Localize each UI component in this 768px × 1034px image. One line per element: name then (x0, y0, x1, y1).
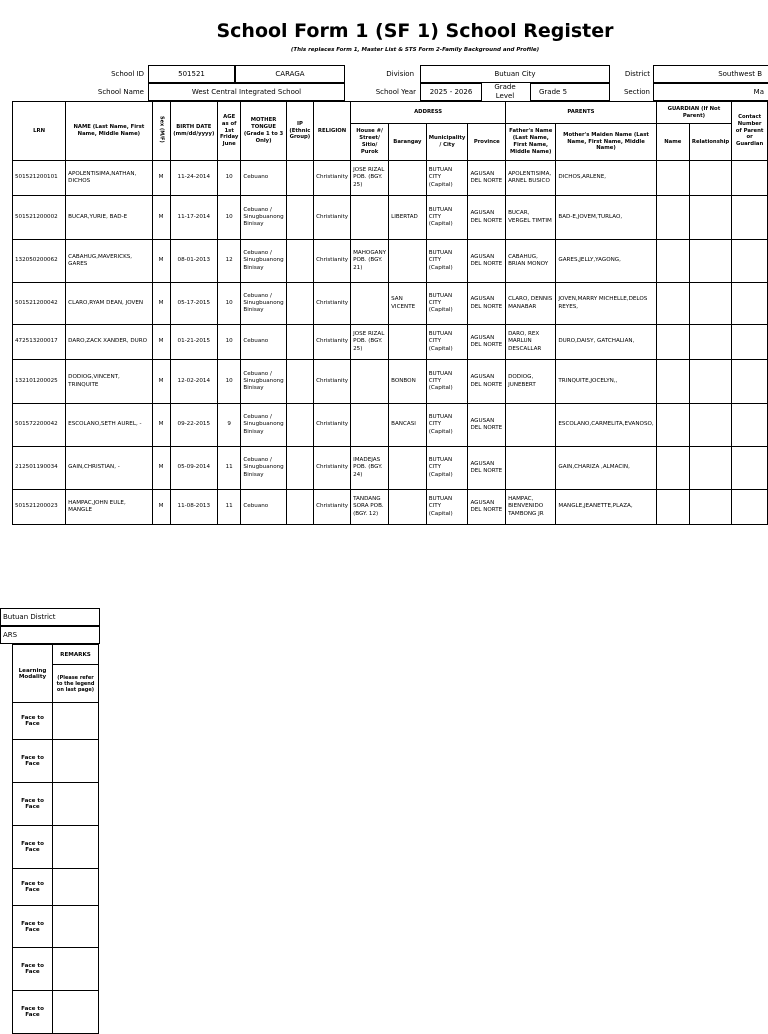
col-guardian-relationship: Relationship (689, 124, 731, 161)
learning-modality-cell[interactable]: Face to Face (13, 826, 53, 869)
cell-ip[interactable] (286, 161, 313, 196)
cell-age[interactable]: 11 (218, 490, 241, 525)
cell-mother-tongue[interactable]: Cebuano / Sinugbuanong Binisay (241, 404, 286, 447)
learning-modality-cell[interactable]: Face to Face (13, 906, 53, 948)
cell-contact[interactable] (732, 404, 768, 447)
cell-sex[interactable]: M (152, 447, 170, 490)
cell-ip[interactable] (286, 404, 313, 447)
cell-lrn[interactable]: 501521200042 (13, 283, 66, 325)
student-row[interactable] (13, 240, 768, 283)
cell-lrn[interactable]: 501572200042 (13, 404, 66, 447)
cell-house[interactable]: IMADEJAS POB. (BGY. 24) (351, 447, 389, 490)
cell-house[interactable]: JOSE RIZAL POB. (BGY. 25) (351, 325, 389, 360)
cell-province[interactable]: AGUSAN DEL NORTE (468, 325, 506, 360)
cell-municipality[interactable]: BUTUAN CITY (Capital) (426, 240, 468, 283)
cell-barangay[interactable]: LIBERTAD (389, 196, 427, 240)
cell-barangay[interactable]: SAN VICENTE (389, 283, 427, 325)
cell-father[interactable]: BUCAR, VERGEL TIMTIM (506, 196, 556, 240)
cell-age[interactable]: 10 (218, 283, 241, 325)
cell-house[interactable] (351, 360, 389, 404)
cell-religion[interactable]: Christianity (314, 360, 351, 404)
cell-mother-tongue[interactable]: Cebuano (241, 490, 286, 525)
cell-name[interactable]: BUCAR,YURIE, BAD-E (66, 196, 152, 240)
cell-birth-date[interactable]: 12-02-2014 (170, 360, 217, 404)
cell-g-relationship[interactable] (689, 240, 731, 283)
cell-lrn[interactable]: 132101200025 (13, 360, 66, 404)
col-age: AGE as of 1st Friday June (218, 102, 241, 161)
cell-mother-tongue[interactable]: Cebuano (241, 161, 286, 196)
cell-mother-tongue[interactable]: Cebuano / Sinugbuanong Binisay (241, 240, 286, 283)
grade-level-label: Grade Level (494, 83, 516, 100)
cell-mother[interactable]: GARES,JELLY,YAGONG, (556, 240, 656, 283)
learning-modality-cell[interactable]: Face to Face (13, 703, 53, 740)
cell-g-name[interactable] (656, 404, 689, 447)
side-remarks: REMARKS (53, 645, 99, 665)
division-field[interactable]: Butuan City (420, 65, 610, 83)
cell-g-relationship[interactable] (689, 325, 731, 360)
region-field[interactable]: CARAGA (235, 65, 345, 83)
cell-ip[interactable] (286, 196, 313, 240)
cell-mother-tongue[interactable]: Cebuano / Sinugbuanong Binisay (241, 283, 286, 325)
cell-father[interactable]: CABAHUG, BRIAN MONOY (506, 240, 556, 283)
cell-mother[interactable]: MANGLE,JEANETTE,PLAZA, (556, 490, 656, 525)
cell-mother[interactable]: DURO,DAISY, GATCHALIAN, (556, 325, 656, 360)
cell-age[interactable]: 10 (218, 325, 241, 360)
cell-sex[interactable]: M (152, 325, 170, 360)
cell-mother[interactable]: BAD-E,JOVEM,TURLAO, (556, 196, 656, 240)
col-father: Father's Name (Last Name, First Name, Middle Name) (506, 124, 556, 161)
cell-house[interactable]: TANDANG SORA POB. (BGY. 12) (351, 490, 389, 525)
cell-religion[interactable]: Christianity (314, 283, 351, 325)
cell-province[interactable]: AGUSAN DEL NORTE (468, 490, 506, 525)
cell-mother[interactable]: TRINQUITE,JOCELYN,, (556, 360, 656, 404)
cell-g-name[interactable] (656, 325, 689, 360)
cell-municipality[interactable]: BUTUAN CITY (Capital) (426, 161, 468, 196)
side-row (13, 783, 99, 826)
cell-municipality[interactable]: BUTUAN CITY (Capital) (426, 360, 468, 404)
cell-province[interactable]: AGUSAN DEL NORTE (468, 360, 506, 404)
col-municipality: Municipality / City (426, 124, 468, 161)
cell-municipality[interactable]: BUTUAN CITY (Capital) (426, 325, 468, 360)
cell-sex[interactable]: M (152, 404, 170, 447)
col-sex (152, 102, 170, 161)
cell-house[interactable]: JOSE RIZAL POB. (BGY. 25) (351, 161, 389, 196)
cell-birth-date[interactable]: 09-22-2015 (170, 404, 217, 447)
cell-mother[interactable]: JOVEN,MARRY MICHELLE,DELOS REYES, (556, 283, 656, 325)
cell-g-name[interactable] (656, 360, 689, 404)
remarks-cell[interactable] (53, 906, 99, 948)
remarks-cell[interactable] (53, 869, 99, 906)
cell-g-relationship[interactable] (689, 490, 731, 525)
cell-father[interactable]: APOLENTISIMA, ARNEL BUSICO (506, 161, 556, 196)
cell-g-name[interactable] (656, 490, 689, 525)
section-label: Section (623, 88, 650, 96)
cell-religion[interactable]: Christianity (314, 325, 351, 360)
cell-birth-date[interactable]: 11-17-2014 (170, 196, 217, 240)
cell-age[interactable]: 11 (218, 447, 241, 490)
cell-mother[interactable]: DICHOS,ARLENE, (556, 161, 656, 196)
cell-mother-tongue[interactable]: Cebuano (241, 325, 286, 360)
cell-sex[interactable]: M (152, 490, 170, 525)
cell-age[interactable]: 12 (218, 240, 241, 283)
cell-age[interactable]: 10 (218, 360, 241, 404)
remarks-cell[interactable] (53, 783, 99, 826)
side-ars: ARS (0, 626, 100, 644)
division-label: Division (386, 70, 414, 78)
col-lrn: LRN (13, 102, 66, 161)
remarks-cell[interactable] (53, 991, 99, 1034)
student-row[interactable] (13, 283, 768, 325)
cell-barangay[interactable] (389, 325, 427, 360)
cell-lrn[interactable]: 501521200023 (13, 490, 66, 525)
cell-father[interactable]: DODIOG, JUNEBERT (506, 360, 556, 404)
cell-contact[interactable] (732, 196, 768, 240)
cell-contact[interactable] (732, 360, 768, 404)
grade-level-field[interactable]: Grade 5 (530, 83, 610, 101)
cell-sex[interactable]: M (152, 360, 170, 404)
register-table (12, 101, 768, 525)
cell-religion[interactable]: Christianity (314, 240, 351, 283)
school-year-label: School Year (375, 88, 416, 96)
student-row[interactable] (13, 447, 768, 490)
cell-birth-date[interactable]: 11-24-2014 (170, 161, 217, 196)
cell-contact[interactable] (732, 161, 768, 196)
student-row[interactable] (13, 325, 768, 360)
cell-religion[interactable]: Christianity (314, 161, 351, 196)
school-id-field[interactable]: 501521 (148, 65, 235, 83)
cell-house[interactable] (351, 283, 389, 325)
cell-name[interactable]: DODIOG,VINCENT, TRINQUITE (66, 360, 152, 404)
side-table (12, 644, 99, 1034)
col-birth-date: BIRTH DATE (mm/dd/yyyy) (170, 102, 217, 161)
cell-sex[interactable]: M (152, 161, 170, 196)
learning-modality-cell[interactable]: Face to Face (13, 948, 53, 991)
cell-father[interactable]: CLARO, DENNIS MANABAR (506, 283, 556, 325)
section-field[interactable]: Ma (653, 83, 768, 101)
side-row (13, 948, 99, 991)
cell-g-relationship[interactable] (689, 161, 731, 196)
cell-birth-date[interactable]: 11-08-2013 (170, 490, 217, 525)
cell-name[interactable]: APOLENTISIMA,NATHAN, DICHOS (66, 161, 152, 196)
cell-barangay[interactable] (389, 161, 427, 196)
cell-contact[interactable] (732, 240, 768, 283)
side-row (13, 991, 99, 1034)
district-field[interactable]: Southwest B (653, 65, 768, 83)
district-label: District (624, 70, 650, 78)
cell-mother[interactable]: ESCOLANO,CARMELITA,EVANOSO, (556, 404, 656, 447)
cell-province[interactable]: AGUSAN DEL NORTE (468, 283, 506, 325)
col-mother-tongue: MOTHER TONGUE (Grade 1 to 3 Only) (241, 102, 286, 161)
cell-age[interactable]: 10 (218, 196, 241, 240)
student-row[interactable] (13, 360, 768, 404)
cell-sex[interactable]: M (152, 283, 170, 325)
cell-religion[interactable]: Christianity (314, 490, 351, 525)
cell-province[interactable]: AGUSAN DEL NORTE (468, 196, 506, 240)
cell-province[interactable]: AGUSAN DEL NORTE (468, 240, 506, 283)
cell-barangay[interactable] (389, 447, 427, 490)
cell-g-name[interactable] (656, 447, 689, 490)
cell-municipality[interactable]: BUTUAN CITY (Capital) (426, 447, 468, 490)
col-sex-label: Sex (M/F) (158, 116, 165, 143)
cell-ip[interactable] (286, 360, 313, 404)
cell-birth-date[interactable]: 05-09-2014 (170, 447, 217, 490)
cell-mother-tongue[interactable]: Cebuano / Sinugbuanong Binisay (241, 447, 286, 490)
cell-contact[interactable] (732, 490, 768, 525)
student-row[interactable] (13, 196, 768, 240)
cell-g-name[interactable] (656, 283, 689, 325)
cell-province[interactable]: AGUSAN DEL NORTE (468, 404, 506, 447)
col-religion: RELIGION (314, 102, 351, 161)
cell-name[interactable]: ESCOLANO,SETH AUREL, - (66, 404, 152, 447)
cell-g-name[interactable] (656, 240, 689, 283)
cell-province[interactable]: AGUSAN DEL NORTE (468, 447, 506, 490)
cell-sex[interactable]: M (152, 196, 170, 240)
cell-mother-tongue[interactable]: Cebuano / Sinugbuanong Binisay (241, 360, 286, 404)
cell-birth-date[interactable]: 08-01-2013 (170, 240, 217, 283)
cell-lrn[interactable]: 132050200062 (13, 240, 66, 283)
cell-barangay[interactable]: BONBON (389, 360, 427, 404)
cell-name[interactable]: GAIN,CHRISTIAN, - (66, 447, 152, 490)
cell-barangay[interactable] (389, 490, 427, 525)
cell-father[interactable] (506, 404, 556, 447)
cell-house[interactable] (351, 196, 389, 240)
cell-mother-tongue[interactable]: Cebuano / Sinugbuanong Binisay (241, 196, 286, 240)
cell-ip[interactable] (286, 283, 313, 325)
cell-municipality[interactable]: BUTUAN CITY (Capital) (426, 490, 468, 525)
side-row (13, 703, 99, 740)
cell-religion[interactable]: Christianity (314, 447, 351, 490)
cell-contact[interactable] (732, 325, 768, 360)
cell-contact[interactable] (732, 447, 768, 490)
col-barangay: Barangay (389, 124, 427, 161)
cell-barangay[interactable] (389, 240, 427, 283)
cell-ip[interactable] (286, 447, 313, 490)
col-address: ADDRESS (351, 102, 506, 124)
side-learning-modality: Learning Modality (13, 645, 53, 703)
cell-name[interactable]: CLARO,RYAM DEAN, JOVEN (66, 283, 152, 325)
cell-name[interactable]: CABAHUG,MAVERICKS, GARES (66, 240, 152, 283)
remarks-cell[interactable] (53, 948, 99, 991)
cell-lrn[interactable]: 472513200017 (13, 325, 66, 360)
col-house: House #/ Street/ Sitio/ Purok (351, 124, 389, 161)
cell-g-name[interactable] (656, 196, 689, 240)
cell-contact[interactable] (732, 283, 768, 325)
side-row (13, 826, 99, 869)
col-ip: IP (Ethnic Group) (286, 102, 313, 161)
cell-g-relationship[interactable] (689, 447, 731, 490)
col-guardian-name: Name (656, 124, 689, 161)
cell-g-relationship[interactable] (689, 196, 731, 240)
cell-lrn[interactable]: 501521200101 (13, 161, 66, 196)
learning-modality-cell[interactable]: Face to Face (13, 783, 53, 826)
cell-g-relationship[interactable] (689, 283, 731, 325)
cell-religion[interactable]: Christianity (314, 404, 351, 447)
remarks-cell[interactable] (53, 826, 99, 869)
cell-ip[interactable] (286, 490, 313, 525)
school-id-label: School ID (111, 70, 144, 78)
cell-mother[interactable]: GAIN,CHARIZA ,ALMACIN, (556, 447, 656, 490)
side-row (13, 740, 99, 783)
col-province: Province (468, 124, 506, 161)
school-name-field[interactable]: West Central Integrated School (148, 83, 345, 101)
learning-modality-cell[interactable]: Face to Face (13, 740, 53, 783)
cell-g-name[interactable] (656, 161, 689, 196)
col-contact: Contact Number of Parent or Guardian (732, 102, 768, 161)
cell-lrn[interactable]: 212501190034 (13, 447, 66, 490)
form-subtitle: (This replaces Form 1, Master List & STS Form 2-Family Background and Profile) (290, 47, 540, 53)
learning-modality-cell[interactable]: Face to Face (13, 869, 53, 906)
cell-municipality[interactable]: BUTUAN CITY (Capital) (426, 283, 468, 325)
col-name: NAME (Last Name, First Name, Middle Name) (66, 102, 152, 161)
student-row[interactable] (13, 490, 768, 525)
cell-g-relationship[interactable] (689, 404, 731, 447)
side-row (13, 906, 99, 948)
cell-house[interactable] (351, 404, 389, 447)
cell-name[interactable]: DARO,ZACK XANDER, DURO (66, 325, 152, 360)
side-remarks-note: (Please refer to the legend on last page) (53, 665, 99, 703)
cell-age[interactable]: 9 (218, 404, 241, 447)
cell-barangay[interactable]: BANCASI (389, 404, 427, 447)
cell-sex[interactable]: M (152, 240, 170, 283)
side-district: Butuan District (0, 608, 100, 626)
student-row[interactable] (13, 404, 768, 447)
cell-father[interactable]: DARO, REX MARLUN DESCALLAR (506, 325, 556, 360)
cell-province[interactable]: AGUSAN DEL NORTE (468, 161, 506, 196)
cell-birth-date[interactable]: 05-17-2015 (170, 283, 217, 325)
cell-ip[interactable] (286, 325, 313, 360)
cell-ip[interactable] (286, 240, 313, 283)
col-mother: Mother's Maiden Name (Last Name, First Name, Middle Name) (556, 124, 656, 161)
cell-father[interactable] (506, 447, 556, 490)
school-name-label: School Name (97, 88, 144, 96)
cell-lrn[interactable]: 501521200002 (13, 196, 66, 240)
cell-religion[interactable]: Christianity (314, 196, 351, 240)
form-title: School Form 1 (SF 1) School Register (216, 20, 614, 42)
col-parents: PARENTS (506, 102, 657, 124)
cell-g-relationship[interactable] (689, 360, 731, 404)
cell-house[interactable]: MAHOGANY POB. (BGY. 21) (351, 240, 389, 283)
remarks-cell[interactable] (53, 703, 99, 740)
side-row (13, 869, 99, 906)
cell-municipality[interactable]: BUTUAN CITY (Capital) (426, 404, 468, 447)
cell-municipality[interactable]: BUTUAN CITY (Capital) (426, 196, 468, 240)
student-row[interactable] (13, 161, 768, 196)
remarks-cell[interactable] (53, 740, 99, 783)
cell-age[interactable]: 10 (218, 161, 241, 196)
school-year-field[interactable]: 2025 - 2026 (420, 83, 482, 101)
col-guardian: GUARDIAN (If Not Parent) (656, 102, 732, 124)
learning-modality-cell[interactable]: Face to Face (13, 991, 53, 1034)
cell-name[interactable]: HAMPAC,JOHN EULE, MANGLE (66, 490, 152, 525)
cell-father[interactable]: HAMPAC, BIENVENIDO TAMBONG JR (506, 490, 556, 525)
cell-birth-date[interactable]: 01-21-2015 (170, 325, 217, 360)
